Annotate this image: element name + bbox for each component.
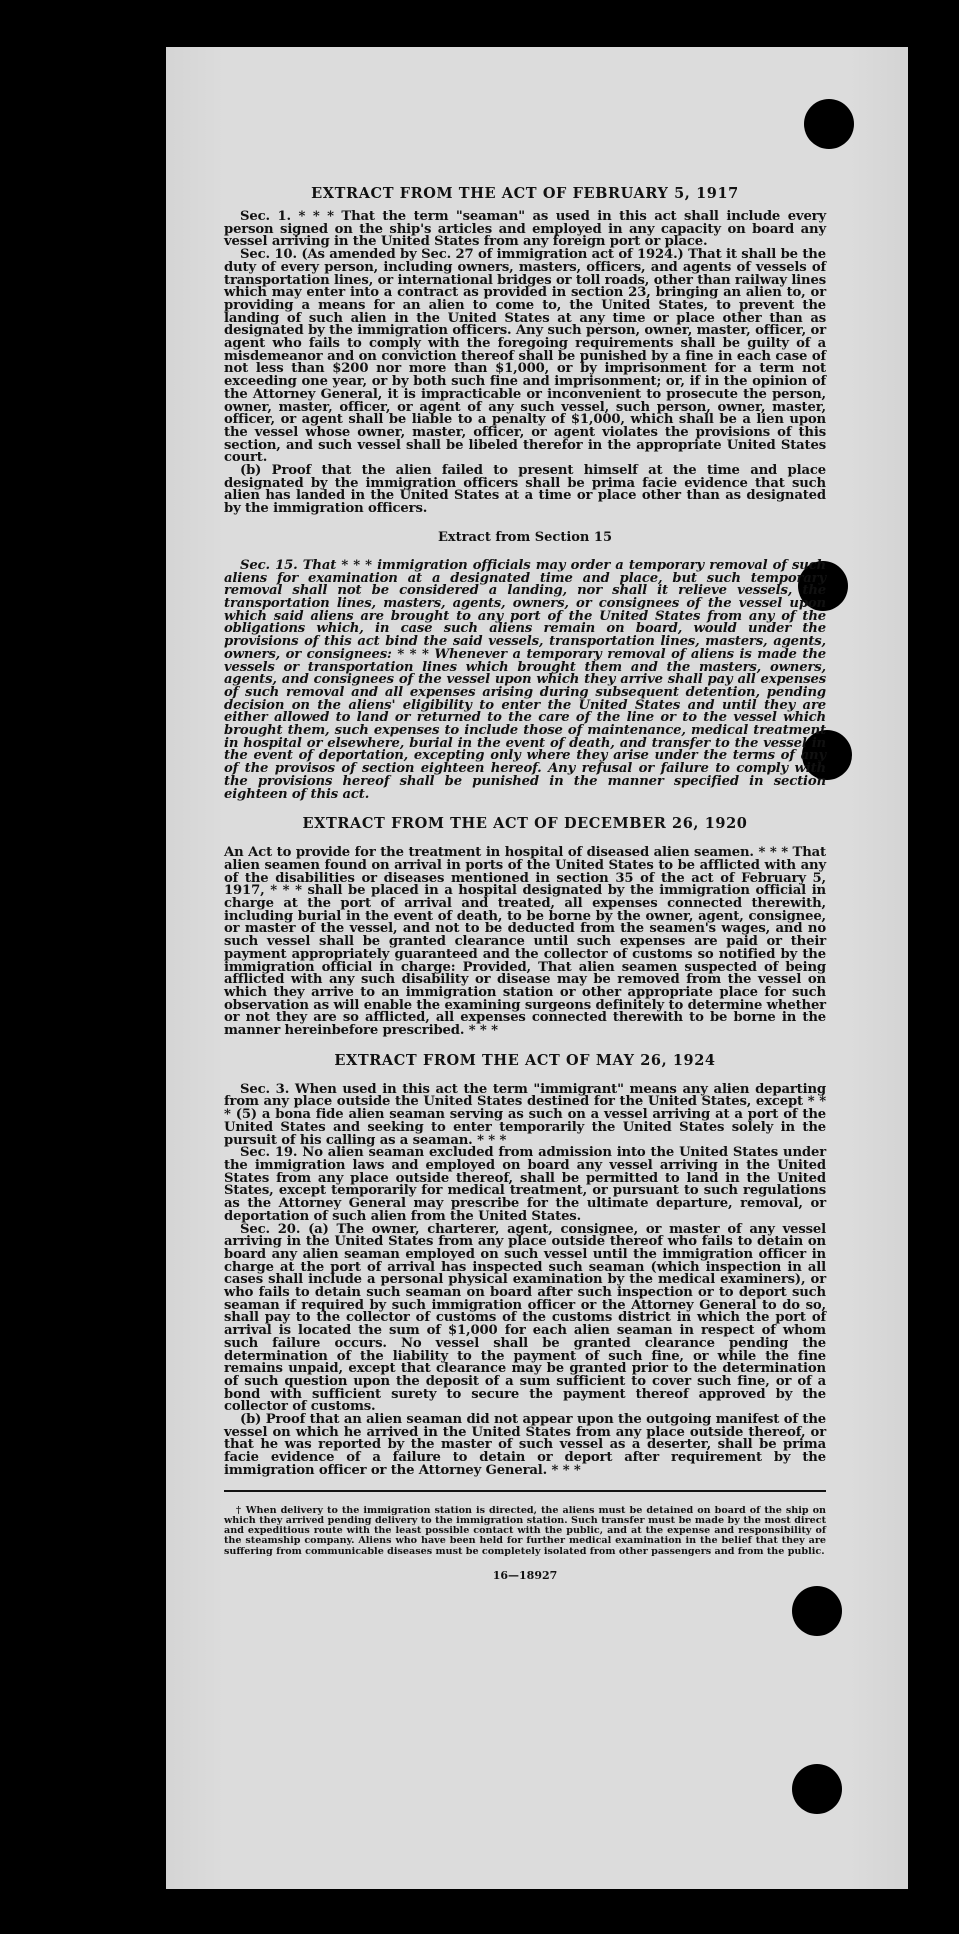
footnote: † When delivery to the immigration station is directed, the aliens must be detained on board of the ship on which they arrived pending delivery to the immigration station. Such transfer must be made by the most direct and expeditious route with the least possible contact with the public, and at the expense and responsibility of the steamship company. Aliens who have been held for further medical examination in the belief that they are suffering from communicable diseases must be completely isolated from other passengers and from the public. xyxy=(224,1504,826,1557)
document-page xyxy=(166,47,908,1889)
paragraph-sec-10-b: (b) Proof that the alien failed to present himself at the time and place designated by the immigration officers shall be prima facie evidence that such alien has landed in the United States at a time or place other than as designated by the immigration officers. xyxy=(224,463,826,517)
heading-section-15: Extract from Section 15 xyxy=(437,529,613,545)
punch-hole xyxy=(804,99,854,149)
paragraph-sec-1: Sec. 1. * * * That the term "seaman" as used in this act shall include every person signed on the ship's articles and employed in any capacity on board any vessel arriving in the United States from any foreign port or place. xyxy=(224,209,826,250)
paragraph-sec-3: Sec. 3. When used in this act the term "immigrant" means any alien departing from any place outside the United States destined for the United States, except * * * (5) a bona fide alien seaman serving as such on a vessel arriving at a port of the United States and seeking to enter temporarily the United States solely in the pursuit of his calling as a seaman. * * * xyxy=(224,1081,826,1148)
heading-act-1920: EXTRACT FROM THE ACT OF DECEMBER 26, 1920 xyxy=(302,815,748,833)
form-number: 16—18927 xyxy=(492,1569,558,1583)
paragraph-act-1920: An Act to provide for the treatment in hospital of diseased alien seamen. * * * That alien seamen found on arrival in ports of the United States to be afflicted with any of the disabilities or diseases mentioned in section 35 of the act of February 5, 1917, * * * shall be placed in a hospital designated by the immigration official in charge at the port of arrival and treated, all expenses connected therewith, including burial in the event of death, to be borne by the owner, agent, consignee, or master of the vessel, and not to be deducted from the seamen's wages, and no such vessel shall be granted clearance until such expenses are paid or their payment appropriately guaranteed and the collector of customs so notified by the immigration official in charge: Provided, That alien seamen suspected of being afflicted with any such disability or disease may be removed from the vessel on which they arrive to an immigration station or other appropriate place for such observation as will enable the examining surgeons definitely to determine whether or not they are so afflicted, all expenses connected therewith to be borne in the manner hereinbefore prescribed. * * * xyxy=(224,845,826,1039)
paragraph-sec-20-b: (b) Proof that an alien seaman did not appear upon the outgoing manifest of the vessel on which he arrived in the United States from any place outside thereof, or that he was reported by the master of such vessel as a deserter, shall be prima facie evidence of a failure to detain or deport after requirement by the immigration officer or the Attorney General. * * * xyxy=(224,1412,826,1478)
punch-hole xyxy=(792,1764,842,1814)
paragraph-sec-10: Sec. 10. (As amended by Sec. 27 of immigration act of 1924.) That it shall be the duty of every person, including owners, masters, officers, and agents of vessels of transportation lines, or international bridges or toll roads, other than railway lines which may enter into a contract as provided in section 23, bringing an alien to, or providing a means for an alien to come to, the United States, to prevent the landing of such alien in the United States at any time or place other than as designated by the immigration officers. Any such person, owner, master, officer, or agent who fails to comply with the foregoing requirements shall be guilty of a misdemeanor and on conviction thereof shall be punished by a fine in each case of not less than $200 nor more than $1,000, or by imprisonment for a term not exceeding one year, or by both such fine and imprisonment; or, if in the opinion of the Attorney General, it is impracticable or inconvenient to prosecute the person, owner, master, officer, or agent of any such vessel, such person, owner, master, officer, or agent shall be liable to a penalty of $1,000, which shall be a lien upon the vessel whose owner, master, officer, or agent violates the provisions of this section, and such vessel shall be libeled therefor in the appropriate United States court. xyxy=(224,247,826,466)
heading-act-1924: EXTRACT FROM THE ACT OF MAY 26, 1924 xyxy=(334,1051,716,1069)
document-body xyxy=(224,185,826,1582)
paragraph-sec-20-a: Sec. 20. (a) The owner, charterer, agent, consignee, or master of any vessel arriving in the United States from any place outside thereof who fails to detain on board any alien seaman employed on such vessel until the immigration officer in charge at the port of arrival has inspected such seaman (which inspection in all cases shall include a personal physical examination by the medical examiners), or who fails to detain such seaman on board after such inspection or to deport such seaman if required by such immigration officer or the Attorney General to do so, shall pay to the collector of customs of the customs district in which the port of arrival is located the sum of $1,000 for each alien seaman in respect of whom such failure occurs. No vessel shall be granted clearance pending the determination of the liability to the payment of such fine, or while the fine remains unpaid, except that clearance may be granted prior to the determination of such question upon the deposit of a sum sufficient to cover such fine, or of a bond with sufficient surety to secure the payment thereof approved by the collector of customs. xyxy=(224,1221,826,1415)
paragraph-sec-19: Sec. 19. No alien seaman excluded from admission into the United States under the immigration laws and employed on board any vessel arriving in the United States from any place outside thereof, shall be permitted to land in the United States, except temporarily for medical treatment, or pursuant to such regulations as the Attorney General may prescribe for the ultimate departure, removal, or deportation of such alien from the United States. xyxy=(224,1145,826,1224)
punch-hole xyxy=(792,1586,842,1636)
footnote-divider xyxy=(224,1490,826,1492)
paragraph-sec-15: Sec. 15. That * * * immigration officials may order a temporary removal of such aliens for examination at a designated time and place, but such temporary removal shall not be considered a landing, nor shall it relieve vessels, the transportation lines, masters, agents, owners, or consignees of the vessel upon which said aliens are brought to any port of the United States from any of the obligations which, in case such aliens remain on board, would under the provisions of this act bind the said vessels, transportation lines, masters, agents, owners, or consignees: * * * Whenever a temporary removal of aliens is made the vessels or transportation lines which brought them and the masters, owners, agents, and consignees of the vessel upon which they arrive shall pay all expenses of such removal and all expenses arising during subsequent detention, pending decision on the aliens' eligibility to enter the United States and until they are either allowed to land or returned to the care of the line or to the vessel which brought them, such expenses to include those of maintenance, medical treatment in hospital or elsewhere, burial in the event of death, and transfer to the vessel in the event of deportation, excepting only where they arise under the terms of any of the provisos of section eighteen hereof. Any refusal or failure to comply with the provisions hereof shall be punished in the manner specified in section eighteen of this act. xyxy=(224,557,826,802)
heading-act-1917: EXTRACT FROM THE ACT OF FEBRUARY 5, 1917 xyxy=(311,185,739,202)
